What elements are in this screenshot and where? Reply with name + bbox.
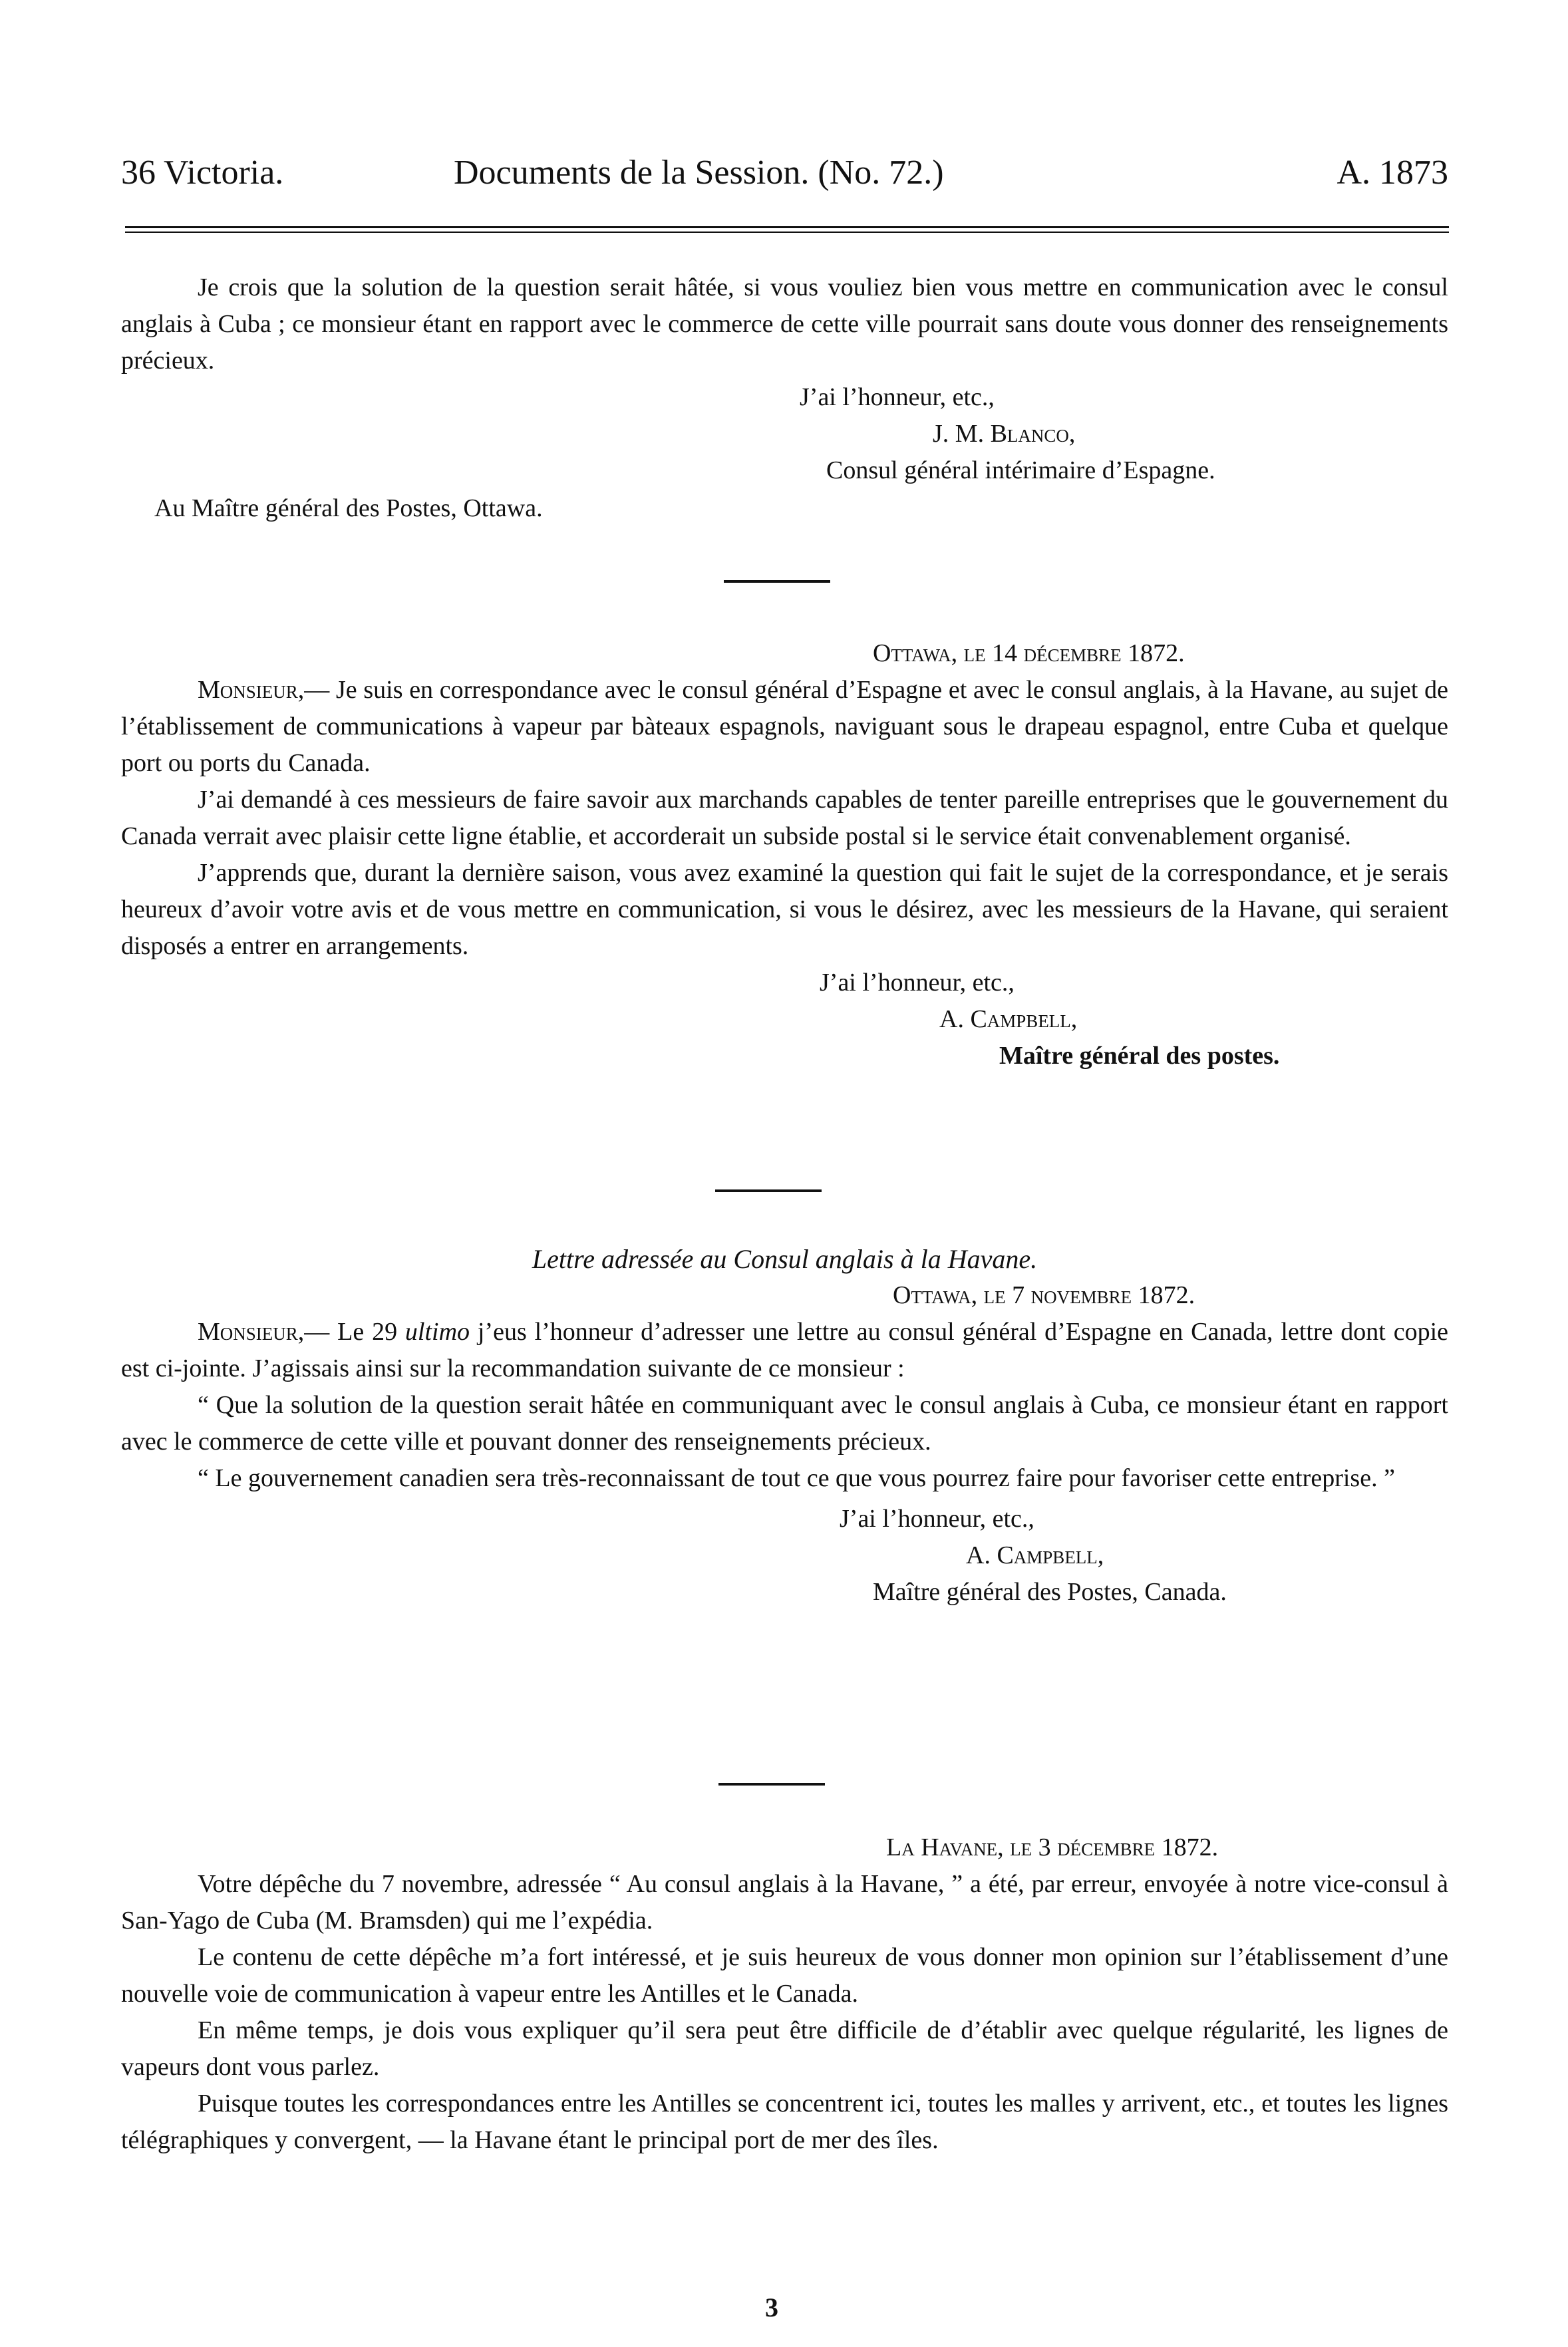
running-header (121, 150, 1448, 196)
header-year: A. 1873 (1336, 154, 1448, 192)
letter-2-signature-title: Maître général des postes. (999, 1042, 1280, 1070)
letter-1-body: Je crois que la solution de la question serait hâtée, si vous vouliez bien vous mettre en communication avec le consul anglais à Cuba ; ce monsieur étant en rapport avec le commerce de cette ville pourrait sans doute vous donner des renseignements précieux. (121, 273, 1448, 375)
letter-1-closing: J’ai l’honneur, etc., (800, 383, 995, 411)
letter-1-signature-title: Consul général intérimaire d’Espagne. (826, 456, 1215, 484)
separator (715, 1189, 822, 1192)
letter-3-signature-title: Maître général des Postes, Canada. (873, 1578, 1227, 1606)
separator (718, 1783, 825, 1786)
letter-3 (121, 1277, 1448, 1611)
letter-3-ultimo: ultimo (404, 1318, 470, 1346)
letter-3-quote-2: “ Le gouvernement canadien sera très-reconnaissant de tout ce que vous pourrez faire pour favoriser cette entreprise. ” (198, 1464, 1395, 1492)
header-volume: 36 Victoria. (121, 154, 284, 192)
letter-3-salutation: Monsieur, (198, 1318, 305, 1346)
letter-3-signature: A. Campbell, (966, 1541, 1104, 1569)
letter-1-addressee-block (154, 490, 1482, 527)
letter-4-paragraph-2: Le contenu de cette dépêche m’a fort intéressé, et je suis heureux de vous donner mon opinion sur l’établissement d’une nouvelle voie de communication à vapeur entre les Antilles et le Canada. (121, 1943, 1448, 2008)
letter-2-paragraph-2: J’ai demandé à ces messieurs de faire savoir aux marchands capables de tenter pareille entreprises que le gouvernement du Canada verrait avec plaisir cette ligne établie, et accorderait un subside postal si le service était convenablement organisé. (121, 786, 1448, 850)
letter-2-signature: A. Campbell, (939, 1005, 1078, 1033)
page-number: 3 (765, 2292, 778, 2322)
letter-3-p1-a: — Le 29 (304, 1318, 405, 1346)
letter-3-title: Lettre adressée au Consul anglais à la Havane. (532, 1244, 1038, 1274)
separator (724, 580, 830, 583)
letter-2-paragraph-3: J’apprends que, durant la dernière saison, vous avez examiné la question qui fait le sujet de la correspondance, et je serais heureux d’avoir votre avis et de vous mettre en communication, si vous le désirez, avec les messieurs de la Havane, qui seraient disposés a entrer en arrangements. (121, 859, 1448, 960)
letter-4-paragraph-3: En même temps, je dois vous expliquer qu’il sera peut être difficile de d’établir avec quelque régularité, les lignes de vapeurs dont vous parlez. (121, 2016, 1448, 2081)
header-rule-2 (125, 232, 1449, 233)
letter-3-dateline: Ottawa, le 7 novembre 1872. (893, 1281, 1195, 1309)
letter-3-quote-1: “ Que la solution de la question serait hâtée en communiquant avec le consul anglais à Cuba, ce monsieur étant en rapport avec le commerce de cette ville et pouvant donner des renseignements précieux. (121, 1391, 1448, 1456)
letter-2-dateline: Ottawa, le 14 décembre 1872. (873, 639, 1185, 667)
letter-4-dateline: La Havane, le 3 décembre 1872. (886, 1833, 1219, 1861)
header-rule (125, 226, 1449, 228)
letter-2-salutation: Monsieur, (198, 676, 305, 704)
letter-1-signature: J. M. Blanco, (933, 420, 1076, 448)
letter-2-paragraph-1 (121, 672, 1448, 782)
letter-3-p1-b: j’eus l’honneur d’adresser une lettre au consul général d’Espagne en Canada, lettre dont copie est ci-jointe. J’agissais ainsi sur la recommandation suivante de ce monsieur : (121, 1318, 1448, 1382)
header-title: Documents de la Session. (No. 72.) (454, 154, 944, 192)
letter-2-closing: J’ai l’honneur, etc., (820, 969, 1015, 997)
letter-1-addressee: Au Maître général des Postes, Ottawa. (154, 494, 543, 522)
letter-4-paragraph-4: Puisque toutes les correspondances entre les Antilles se concentrent ici, toutes les malles y arrivent, etc., et toutes les lignes télégraphiques y convergent, — la Havane étant le principal port de mer des îles. (121, 2090, 1448, 2154)
letter-4-paragraph-1: Votre dépêche du 7 novembre, adressée “ Au consul anglais à la Havane, ” a été, par erreur, envoyée à notre vice-consul à San-Yago de Cuba (M. Bramsden) qui me l’expédia. (121, 1870, 1448, 1935)
letter-2-p1-text: — Je suis en correspondance avec le consul général d’Espagne et avec le consul anglais, à la Havane, au sujet de l’établissement de communications à vapeur par bàteaux espagnols, naviguant sous le drapeau espagnol, entre Cuba et quelque port ou ports du Canada. (121, 676, 1448, 777)
letter-3-closing: J’ai l’honneur, etc., (840, 1505, 1034, 1533)
letter-4 (121, 1829, 1448, 2159)
letter-3-paragraph-1 (121, 1314, 1448, 1387)
letter-2 (121, 635, 1448, 1074)
letter-1 (121, 269, 1448, 489)
